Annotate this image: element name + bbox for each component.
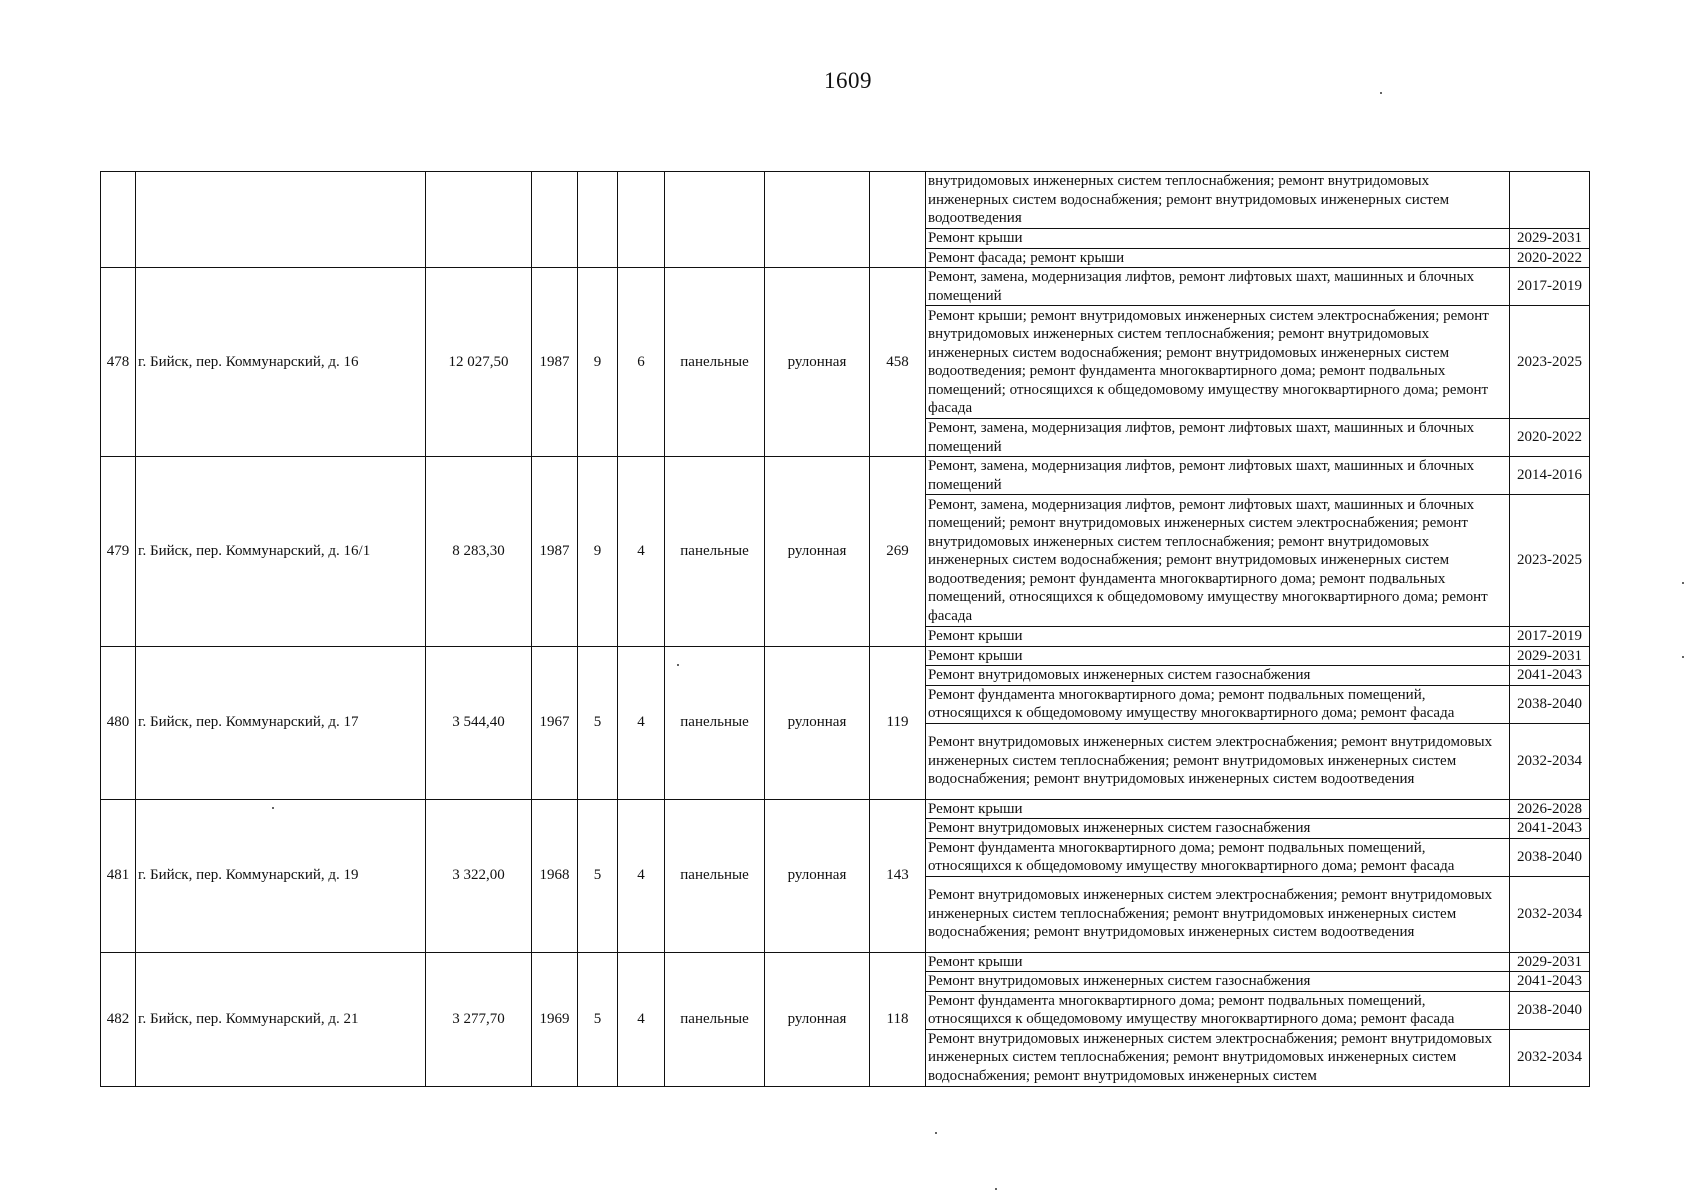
work-period: 2029-2031 xyxy=(1510,229,1590,249)
build-year: 1969 xyxy=(532,952,578,1086)
entrance-count: 6 xyxy=(618,268,665,457)
work-period: 2020-2022 xyxy=(1510,248,1590,268)
work-period: 2041-2043 xyxy=(1510,666,1590,686)
house-number: 480 xyxy=(101,646,136,799)
work-period: 2014-2016 xyxy=(1510,457,1590,495)
scan-speck xyxy=(935,1132,937,1134)
house-address: г. Бийск, пер. Коммунарский, д. 16/1 xyxy=(136,457,426,647)
house-area: 12 027,50 xyxy=(426,268,532,457)
floor-count: 5 xyxy=(578,952,618,1086)
build-year xyxy=(532,172,578,268)
build-year: 1987 xyxy=(532,457,578,647)
work-period: 2032-2034 xyxy=(1510,1029,1590,1086)
house-address: г. Бийск, пер. Коммунарский, д. 19 xyxy=(136,799,426,952)
wall-material: панельные xyxy=(665,457,765,647)
work-description: Ремонт крыши; ремонт внутридомовых инженерных систем электроснабжения; ремонт внутридомовых инженерных систем теплоснабжения; ремонт внутридомовых инженерных систем водоснабжения; ремонт внутридомовых инженерных систем водоотведения; ремонт фундамента многоквартирного дома; ремонт подвальных помещений; относящихся к общедомовому имуществу многоквартирного дома; ремонт фасада xyxy=(926,306,1510,419)
table-row xyxy=(101,172,1590,229)
entrance-count: 4 xyxy=(618,457,665,647)
house-address: г. Бийск, пер. Коммунарский, д. 16 xyxy=(136,268,426,457)
floor-count: 5 xyxy=(578,799,618,952)
work-description: Ремонт фундамента многоквартирного дома; ремонт подвальных помещений, относящихся к общедомовому имуществу многоквартирного дома; ремонт фасада xyxy=(926,685,1510,723)
house-area: 3 322,00 xyxy=(426,799,532,952)
house-number: 479 xyxy=(101,457,136,647)
work-period: 2029-2031 xyxy=(1510,646,1590,666)
work-period xyxy=(1510,172,1590,229)
work-description: Ремонт внутридомовых инженерных систем электроснабжения; ремонт внутридомовых инженерных систем теплоснабжения; ремонт внутридомовых инженерных систем водоснабжения; ремонт внутридомовых инженерных систем водоотведения xyxy=(926,723,1510,799)
house-area: 3 277,70 xyxy=(426,952,532,1086)
work-period: 2038-2040 xyxy=(1510,685,1590,723)
entrance-count xyxy=(618,172,665,268)
entrance-count: 4 xyxy=(618,799,665,952)
work-description: Ремонт крыши xyxy=(926,229,1510,249)
work-description: Ремонт крыши xyxy=(926,627,1510,647)
work-description: Ремонт внутридомовых инженерных систем электроснабжения; ремонт внутридомовых инженерных систем теплоснабжения; ремонт внутридомовых инженерных систем водоснабжения; ремонт внутридомовых инженерных систем xyxy=(926,1029,1510,1086)
work-description: Ремонт фундамента многоквартирного дома; ремонт подвальных помещений, относящихся к общедомовому имуществу многоквартирного дома; ремонт фасада xyxy=(926,991,1510,1029)
build-year: 1967 xyxy=(532,646,578,799)
floor-count: 9 xyxy=(578,268,618,457)
house-number xyxy=(101,172,136,268)
wall-material: панельные xyxy=(665,646,765,799)
work-description: Ремонт внутридомовых инженерных систем электроснабжения; ремонт внутридомовых инженерных систем теплоснабжения; ремонт внутридомовых инженерных систем водоснабжения; ремонт внутридомовых инженерных систем водоотведения xyxy=(926,876,1510,952)
resident-count: 118 xyxy=(870,952,926,1086)
house-address xyxy=(136,172,426,268)
resident-count: 458 xyxy=(870,268,926,457)
work-period: 2041-2043 xyxy=(1510,972,1590,992)
work-period: 2023-2025 xyxy=(1510,495,1590,627)
table-row xyxy=(101,457,1590,495)
work-period: 2017-2019 xyxy=(1510,627,1590,647)
wall-material: панельные xyxy=(665,268,765,457)
table-row xyxy=(101,799,1590,819)
work-description: Ремонт фундамента многоквартирного дома; ремонт подвальных помещений, относящихся к общедомовому имуществу многоквартирного дома; ремонт фасада xyxy=(926,838,1510,876)
work-period: 2029-2031 xyxy=(1510,952,1590,972)
work-description: Ремонт внутридомовых инженерных систем газоснабжения xyxy=(926,666,1510,686)
scan-speck xyxy=(272,807,274,809)
work-period: 2038-2040 xyxy=(1510,838,1590,876)
work-description: Ремонт крыши xyxy=(926,799,1510,819)
roof-type: рулонная xyxy=(765,457,870,647)
house-area: 3 544,40 xyxy=(426,646,532,799)
roof-type: рулонная xyxy=(765,646,870,799)
table-row xyxy=(101,268,1590,306)
resident-count: 143 xyxy=(870,799,926,952)
resident-count: 119 xyxy=(870,646,926,799)
work-period: 2038-2040 xyxy=(1510,991,1590,1029)
roof-type xyxy=(765,172,870,268)
work-description: Ремонт крыши xyxy=(926,952,1510,972)
resident-count xyxy=(870,172,926,268)
work-period: 2032-2034 xyxy=(1510,876,1590,952)
entrance-count: 4 xyxy=(618,952,665,1086)
page-number: 1609 xyxy=(824,68,872,93)
house-number: 481 xyxy=(101,799,136,952)
house-number: 478 xyxy=(101,268,136,457)
work-period: 2020-2022 xyxy=(1510,419,1590,457)
work-description: Ремонт, замена, модернизация лифтов, ремонт лифтовых шахт, машинных и блочных помещений xyxy=(926,268,1510,306)
entrance-count: 4 xyxy=(618,646,665,799)
wall-material: панельные xyxy=(665,952,765,1086)
scan-speck xyxy=(1682,582,1684,584)
scan-speck xyxy=(677,664,679,666)
house-address: г. Бийск, пер. Коммунарский, д. 17 xyxy=(136,646,426,799)
build-year: 1987 xyxy=(532,268,578,457)
wall-material xyxy=(665,172,765,268)
work-description: внутридомовых инженерных систем теплоснабжения; ремонт внутридомовых инженерных систем водоснабжения; ремонт внутридомовых инженерных систем водоотведения xyxy=(926,172,1510,229)
floor-count: 5 xyxy=(578,646,618,799)
work-description: Ремонт внутридомовых инженерных систем газоснабжения xyxy=(926,972,1510,992)
roof-type: рулонная xyxy=(765,268,870,457)
scan-speck xyxy=(995,1188,997,1190)
resident-count: 269 xyxy=(870,457,926,647)
work-period: 2026-2028 xyxy=(1510,799,1590,819)
work-period: 2017-2019 xyxy=(1510,268,1590,306)
work-period: 2032-2034 xyxy=(1510,723,1590,799)
house-area: 8 283,30 xyxy=(426,457,532,647)
floor-count xyxy=(578,172,618,268)
table-row xyxy=(101,646,1590,666)
floor-count: 9 xyxy=(578,457,618,647)
house-address: г. Бийск, пер. Коммунарский, д. 21 xyxy=(136,952,426,1086)
house-area xyxy=(426,172,532,268)
build-year: 1968 xyxy=(532,799,578,952)
capital-repair-table xyxy=(100,171,1590,1087)
work-description: Ремонт фасада; ремонт крыши xyxy=(926,248,1510,268)
scan-speck xyxy=(1380,92,1382,94)
roof-type: рулонная xyxy=(765,799,870,952)
work-period: 2041-2043 xyxy=(1510,819,1590,839)
work-description: Ремонт, замена, модернизация лифтов, ремонт лифтовых шахт, машинных и блочных помещений xyxy=(926,419,1510,457)
table-row xyxy=(101,952,1590,972)
house-number: 482 xyxy=(101,952,136,1086)
work-description: Ремонт крыши xyxy=(926,646,1510,666)
work-description: Ремонт, замена, модернизация лифтов, ремонт лифтовых шахт, машинных и блочных помещений xyxy=(926,457,1510,495)
wall-material: панельные xyxy=(665,799,765,952)
work-period: 2023-2025 xyxy=(1510,306,1590,419)
scan-speck xyxy=(1682,656,1684,658)
work-description: Ремонт внутридомовых инженерных систем газоснабжения xyxy=(926,819,1510,839)
roof-type: рулонная xyxy=(765,952,870,1086)
work-description: Ремонт, замена, модернизация лифтов, ремонт лифтовых шахт, машинных и блочных помещений; ремонт внутридомовых инженерных систем электроснабжения; ремонт внутридомовых инженерных систем теплоснабжения; ремонт внутридомовых инженерных систем водоснабжения; ремонт внутридомовых инженерных систем водоотведения; ремонт фундамента многоквартирного дома; ремонт подвальных помещений, относящихся к общедомовому имуществу многоквартирного дома; ремонт фасада xyxy=(926,495,1510,627)
